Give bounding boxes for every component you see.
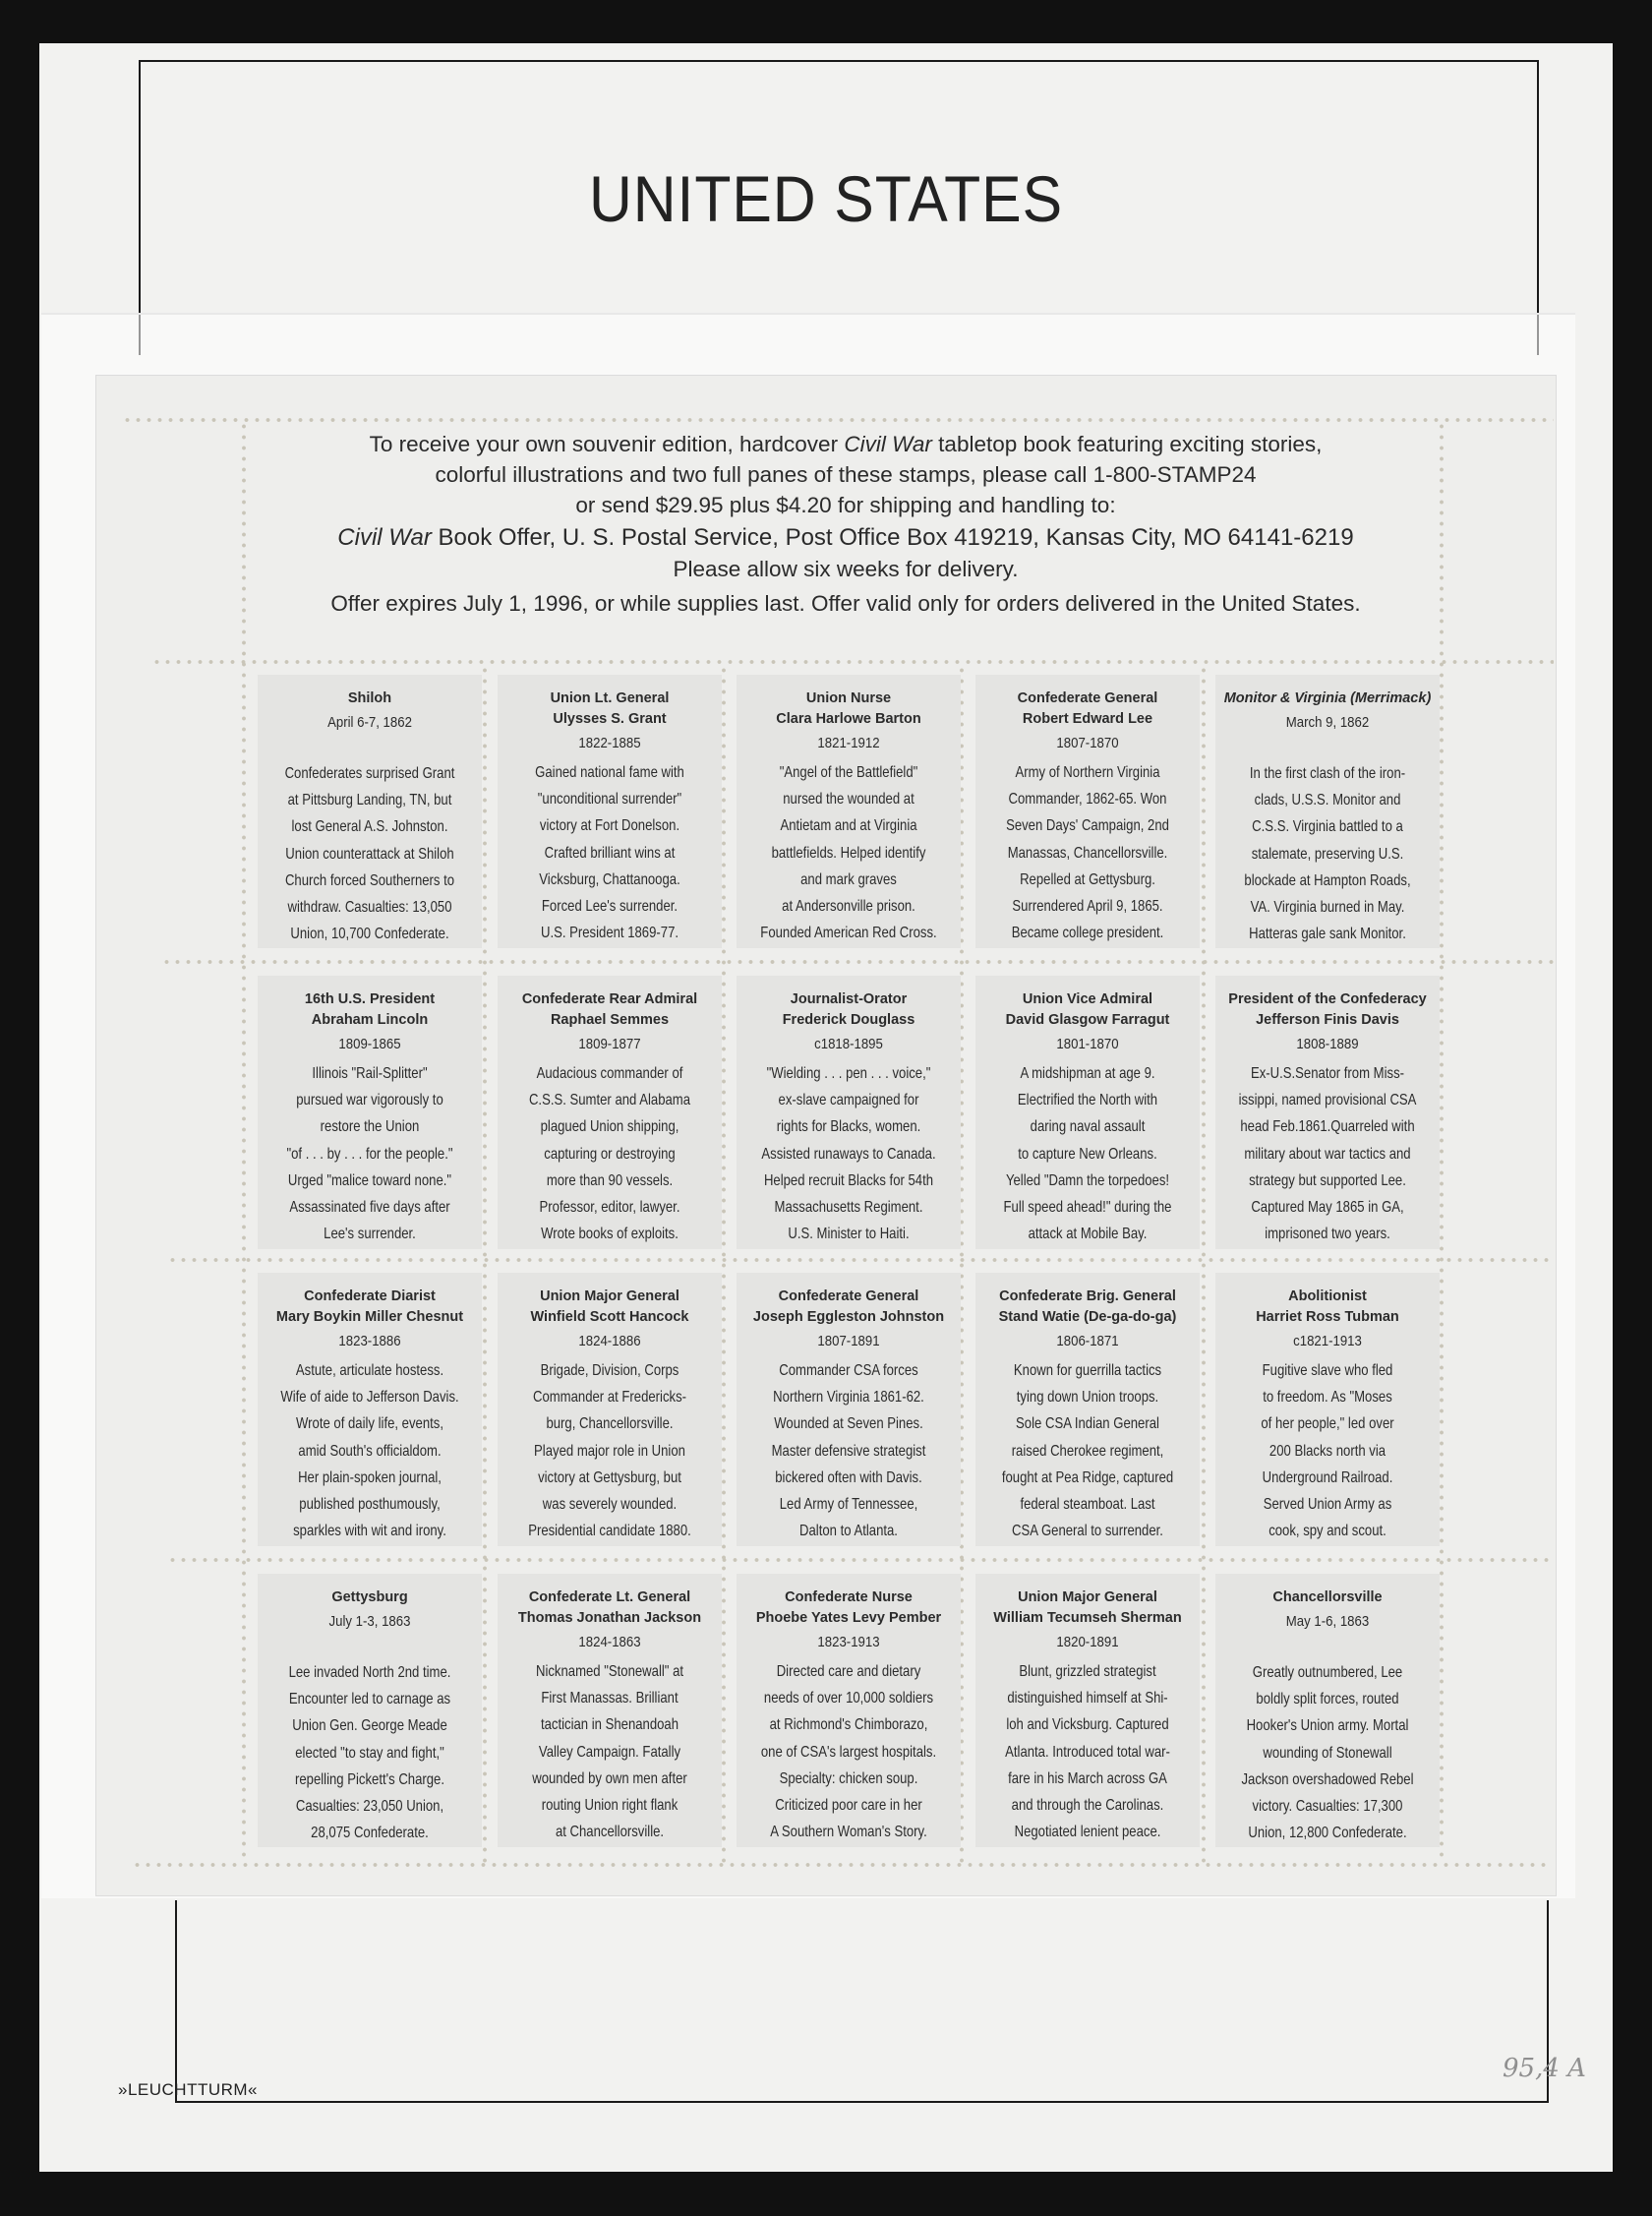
stamp-description-line: Founded American Red Cross.	[760, 925, 937, 942]
stamp-description-line: fought at Pea Ridge, captured	[1001, 1468, 1174, 1486]
stamp-description-line: ex-slave campaigned for	[778, 1092, 919, 1109]
stamp	[1215, 1574, 1440, 1847]
stamp-date: 1809-1877	[578, 1036, 641, 1052]
stamp-title: Confederate Rear Admiral	[521, 991, 698, 1007]
stamp-description-line: Valley Campaign. Fatally	[538, 1743, 681, 1761]
stamp-description-line: imprisoned two years.	[1265, 1226, 1390, 1243]
stamp-description	[975, 759, 1200, 946]
stamp-description	[975, 1357, 1200, 1544]
stamp-date: c1821-1913	[1293, 1333, 1362, 1349]
stamp	[975, 976, 1200, 1249]
stamp-description-line: Wrote of daily life, events,	[296, 1415, 443, 1433]
brand-label: »LEUCHTTURM«	[118, 2080, 259, 2099]
stamp-description-line: Full speed ahead!" during the	[1003, 1199, 1172, 1217]
stamp-description-line: cook, spy and scout.	[1268, 1523, 1386, 1540]
offer-address-italic: Civil War	[337, 524, 432, 551]
stamp-title: Confederate General	[1017, 690, 1158, 706]
stamp-description-line: military about war tactics and	[1244, 1145, 1411, 1163]
stamp	[258, 1273, 482, 1546]
offer-line-3: or send $29.95 plus $4.20 for shipping and handling to:	[575, 493, 1116, 517]
perforation-row	[167, 1257, 1554, 1263]
stamp-date: 1823-1886	[338, 1333, 401, 1349]
stamp-description-line: at Pittsburg Landing, TN, but	[287, 792, 452, 809]
stamp-title: Union Nurse	[805, 690, 892, 706]
stamp-title: Union Vice Admiral	[1022, 991, 1153, 1007]
stamp-title: Confederate Brig. General	[999, 1288, 1176, 1304]
stamp-description	[498, 1060, 722, 1247]
stamp-description-line: Greatly outnumbered, Lee	[1252, 1664, 1403, 1681]
stamp-description-line: Lee invaded North 2nd time.	[288, 1664, 451, 1681]
stamp-description-line: Repelled at Gettysburg.	[1020, 870, 1155, 888]
stamp-date: July 1-3, 1863	[328, 1613, 411, 1630]
stamp-description-line: to capture New Orleans.	[1018, 1145, 1157, 1163]
stamp-description-line: at Richmond's Chimborazo,	[769, 1716, 928, 1734]
stamp-description-line: Crafted brilliant wins at	[544, 844, 676, 862]
stamp-description-line: raised Cherokee regiment,	[1011, 1442, 1164, 1460]
offer-address	[256, 522, 1436, 554]
stamp-subtitle: Raphael Semmes	[550, 1012, 670, 1028]
stamp-description-line: Wounded at Seven Pines.	[774, 1415, 923, 1433]
stamp-description-line: Became college president.	[1011, 925, 1164, 942]
stamp-description-line: Encounter led to carnage as	[288, 1691, 451, 1708]
stamp-description-line: A Southern Woman's Story.	[770, 1824, 927, 1841]
stamp	[975, 1574, 1200, 1847]
stamp-description-line: C.S.S. Sumter and Alabama	[528, 1092, 691, 1109]
perforation-row	[122, 417, 1554, 423]
stamp-description-line: and mark graves	[800, 870, 897, 888]
stamp-title: Chancellorsville	[1272, 1589, 1383, 1605]
stamp-description-line: Electrified the North with	[1017, 1092, 1158, 1109]
stamp-description-line: Captured May 1865 in GA,	[1251, 1199, 1404, 1217]
stamp	[1215, 1273, 1440, 1546]
stamp-description-line: boldly split forces, routed	[1256, 1691, 1399, 1708]
stamp-description-line: Brigade, Division, Corps	[540, 1362, 679, 1379]
stamp-description-line: blockade at Hampton Roads,	[1244, 871, 1411, 889]
stamp-description-line: Ex-U.S.Senator from Miss-	[1250, 1065, 1405, 1082]
stamp-description	[1215, 1357, 1440, 1544]
stamp-description-line: clads, U.S.S. Monitor and	[1254, 792, 1401, 809]
stamp-title: Confederate Lt. General	[528, 1589, 691, 1605]
stamp-description-line: Union counterattack at Shiloh	[285, 845, 454, 863]
stamp-description-line: Nicknamed "Stonewall" at	[535, 1663, 684, 1680]
stamp-description-line: wounding of Stonewall	[1263, 1744, 1392, 1762]
stamp-description-line: bickered often with Davis.	[775, 1468, 922, 1486]
stamp-description-line: Church forced Southerners to	[284, 871, 455, 889]
stamp-description-line: amid South's officialdom.	[298, 1442, 442, 1460]
stamp-description-line: Lee's surrender.	[324, 1226, 416, 1243]
stamp-description-line: CSA General to surrender.	[1012, 1523, 1163, 1540]
stamp	[975, 1273, 1200, 1546]
stamp-description-line: capturing or destroying	[544, 1145, 676, 1163]
stamp-subtitle: Mary Boykin Miller Chesnut	[275, 1309, 464, 1325]
stamp-title: President of the Confederacy	[1228, 991, 1427, 1007]
stamp-spacer	[258, 735, 482, 756]
stamp-description-line: Union Gen. George Meade	[292, 1717, 447, 1735]
stamp-description-line: Criticized poor care in her	[775, 1797, 922, 1815]
stamp-date: 1822-1885	[578, 735, 641, 751]
stamp-description-line: Assisted runaways to Canada.	[761, 1145, 936, 1163]
stamp-title: Union Major General	[540, 1288, 679, 1304]
stamp-description-line: C.S.S. Virginia battled to a	[1252, 818, 1403, 836]
stamp-description-line: Master defensive strategist	[771, 1442, 926, 1460]
stamp-title: Union Major General	[1018, 1589, 1157, 1605]
offer-line-1a: To receive your own souvenir edition, hardcover	[369, 432, 845, 456]
stamp-date: March 9, 1862	[1285, 714, 1370, 731]
stamp-date: 1823-1913	[817, 1634, 880, 1650]
stamp-spacer	[1215, 735, 1440, 756]
stamp-description	[737, 759, 961, 946]
stamp	[737, 675, 961, 948]
stamp-description-line: burg, Chancellorsville.	[546, 1415, 674, 1433]
stamp-description-line: Vicksburg, Chattanooga.	[539, 870, 680, 888]
stamp	[258, 976, 482, 1249]
stamp-description-line: Audacious commander of	[536, 1065, 683, 1082]
stamp-description-line: withdraw. Casualties: 13,050	[287, 899, 452, 917]
stamp-description-line: Fugitive slave who fled	[1262, 1362, 1393, 1379]
stamp-description-line: at Andersonville prison.	[782, 898, 915, 916]
stamp-description-line: stalemate, preserving U.S.	[1251, 845, 1404, 863]
stamp-subtitle: William Tecumseh Sherman	[993, 1610, 1182, 1626]
stamp-description-line: head Feb.1861.Quarreled with	[1240, 1118, 1415, 1136]
stamp-description-line: of her people," led over	[1261, 1415, 1394, 1433]
stamp-description-line: wounded by own men after	[532, 1769, 687, 1787]
stamp-description-line: Gained national fame with	[535, 764, 684, 781]
stamp-date: c1818-1895	[814, 1036, 883, 1052]
stamp-description	[737, 1658, 961, 1845]
stamp-description-line: battlefields. Helped identify	[771, 844, 926, 862]
offer-line-1	[256, 429, 1436, 459]
stamp-description-line: was severely wounded.	[542, 1496, 678, 1514]
stamp-subtitle: Thomas Jonathan Jackson	[517, 1610, 702, 1626]
stamp	[737, 1574, 961, 1847]
stamp-description-line: victory at Gettysburg, but	[538, 1468, 681, 1486]
stamp-date: 1820-1891	[1056, 1634, 1119, 1650]
stamp-description-line: fare in his March across GA	[1008, 1769, 1167, 1787]
stamp-description-line: loh and Vicksburg. Captured	[1006, 1716, 1169, 1734]
stamp-description-line: Hatteras gale sank Monitor.	[1249, 926, 1406, 943]
stamp-title: Union Lt. General	[550, 690, 670, 706]
stamp-description-line: attack at Mobile Bay.	[1028, 1226, 1148, 1243]
stamp-subtitle: Winfield Scott Hancock	[530, 1309, 689, 1325]
stamp-description-line: Forced Lee's surrender.	[541, 898, 678, 916]
stamp-subtitle: Jefferson Finis Davis	[1256, 1012, 1399, 1028]
stamp-description-line: Commander at Fredericks-	[532, 1389, 687, 1407]
stamp-description-line: victory. Casualties: 17,300	[1252, 1798, 1403, 1816]
stamp-description-line: plagued Union shipping,	[540, 1118, 679, 1136]
stamp-description-line: Atlanta. Introduced total war-	[1005, 1743, 1170, 1761]
stamp-title: Abolitionist	[1288, 1288, 1367, 1304]
frame-bottom-line	[175, 2101, 1549, 2103]
stamp-description-line: First Manassas. Brilliant	[541, 1690, 678, 1707]
stamp-date: 1801-1870	[1056, 1036, 1119, 1052]
stamp-date: 1809-1865	[338, 1036, 401, 1052]
stamp	[258, 675, 482, 948]
stamp-description-line: 200 Blacks north via	[1268, 1442, 1386, 1460]
stamp-description-line: Manassas, Chancellorsville.	[1007, 844, 1168, 862]
stamp-description-line: to freedom. As "Moses	[1263, 1389, 1392, 1407]
page-number: 95,4 A	[1503, 2054, 1586, 2083]
stamp-description	[737, 1357, 961, 1544]
stamp-description-line: "of . . . by . . . for the people."	[286, 1145, 453, 1163]
stamp-description	[258, 1659, 482, 1846]
stamp	[737, 976, 961, 1249]
stamp-description-line: Known for guerrilla tactics	[1013, 1362, 1162, 1379]
stamp-description-line: Seven Days' Campaign, 2nd	[1006, 817, 1169, 835]
stamp	[498, 1574, 722, 1847]
stamp	[737, 1273, 961, 1546]
stamp-subtitle: Ulysses S. Grant	[553, 711, 667, 727]
stamp-description-line: Negotiated lenient peace.	[1014, 1824, 1161, 1841]
perforation-column	[1201, 665, 1207, 1863]
stamp-date: 1807-1870	[1056, 735, 1119, 751]
stamp-description-line: elected "to stay and fight,"	[295, 1744, 444, 1762]
stamp-description-line: U.S. Minister to Haiti.	[788, 1226, 910, 1243]
stamp-description-line: more than 90 vessels.	[546, 1171, 674, 1189]
stamp-subtitle: Stand Watie (De-ga-do-ga)	[998, 1309, 1177, 1325]
stamp-description	[498, 759, 722, 946]
stamp	[498, 675, 722, 948]
stamp-description	[1215, 1659, 1440, 1846]
stamp-description-line: repelling Pickett's Charge.	[294, 1770, 445, 1788]
stamp-date: 1808-1889	[1296, 1036, 1359, 1052]
stamp	[498, 976, 722, 1249]
stamp-description-line: Union, 10,700 Confederate.	[290, 926, 449, 943]
stamp-description-line: restore the Union	[320, 1118, 420, 1136]
stamp-date: 1821-1912	[817, 735, 880, 751]
stamp-title: Shiloh	[347, 690, 392, 706]
offer-line-6: Offer expires July 1, 1996, or while supplies last. Offer valid only for orders delivered in the United States.	[330, 591, 1361, 616]
perforation-column	[241, 421, 247, 1863]
stamp-description-line: Astute, articulate hostess.	[295, 1362, 444, 1379]
stamp-description-line: tying down Union troops.	[1016, 1389, 1159, 1407]
stamp-description-line: "unconditional surrender"	[537, 791, 682, 809]
stamp-description-line: at Chancellorsville.	[555, 1824, 665, 1841]
stamp-description-line: routing Union right flank	[541, 1797, 678, 1815]
stamp-description	[975, 1658, 1200, 1845]
stamp-description-line: sparkles with wit and irony.	[293, 1523, 446, 1540]
stamp-description	[258, 1357, 482, 1544]
stamp-description-line: Sole CSA Indian General	[1016, 1415, 1159, 1433]
stamp-subtitle: Clara Harlowe Barton	[776, 711, 921, 727]
stamp-description-line: A midshipman at age 9.	[1020, 1065, 1155, 1082]
stamp-description-line: Hooker's Union army. Mortal	[1246, 1717, 1409, 1735]
stamp-description-line: Presidential candidate 1880.	[528, 1523, 691, 1540]
stamp-description-line: Served Union Army as	[1263, 1496, 1392, 1514]
stamp-title: Confederate General	[778, 1288, 919, 1304]
stamp-description-line: 28,075 Confederate.	[311, 1825, 429, 1842]
stamp-description	[498, 1357, 722, 1544]
stamp-description-line: published posthumously,	[299, 1496, 441, 1514]
stamp-description-line: Yelled "Damn the torpedoes!	[1005, 1171, 1170, 1189]
stamp-description-line: Antietam and at Virginia	[780, 817, 917, 835]
stamp-description-line: needs of over 10,000 soldiers	[763, 1690, 934, 1707]
stamp-title: Gettysburg	[331, 1589, 408, 1605]
stamp-description	[258, 1060, 482, 1247]
stamp-description-line: Assassinated five days after	[289, 1199, 450, 1217]
stamp-date: 1807-1891	[817, 1333, 880, 1349]
stamp-description-line: U.S. President 1869-77.	[540, 925, 679, 942]
stamp-description-line: Surrendered April 9, 1865.	[1012, 898, 1163, 916]
stamp-title: Confederate Nurse	[785, 1589, 913, 1605]
perforation-column	[482, 665, 488, 1863]
stamp	[1215, 675, 1440, 948]
stamp-date: 1824-1863	[578, 1634, 641, 1650]
stamp-description	[1215, 760, 1440, 947]
stamp-subtitle: Robert Edward Lee	[1022, 711, 1153, 727]
stamp-title: Confederate Diarist	[304, 1288, 436, 1304]
perforation-row	[161, 959, 1554, 965]
stamp-description-line: Specialty: chicken soup.	[779, 1769, 918, 1787]
perforation-row	[132, 1862, 1548, 1868]
stamp-description	[1215, 1060, 1440, 1247]
stamp-description-line: "Wielding . . . pen . . . voice,"	[766, 1065, 931, 1082]
stamp-description-line: VA. Virginia burned in May.	[1250, 899, 1405, 917]
stamp-subtitle: Harriet Ross Tubman	[1256, 1309, 1399, 1325]
stamp-date: May 1-6, 1863	[1285, 1613, 1370, 1630]
stamp-description-line: Dalton to Atlanta.	[799, 1523, 898, 1540]
stamp	[1215, 976, 1440, 1249]
stamp-description-line: strategy but supported Lee.	[1249, 1171, 1406, 1189]
stamp-description	[737, 1060, 961, 1247]
stamp-date: 1806-1871	[1056, 1333, 1119, 1349]
page-title: UNITED STATES	[588, 162, 1063, 235]
stamp-description-line: victory at Fort Donelson.	[539, 817, 680, 835]
stamp-title: Journalist-Orator	[790, 991, 908, 1007]
stamp-spacer	[258, 1634, 482, 1655]
stamp-subtitle: Frederick Douglass	[782, 1012, 915, 1028]
stamp-description	[258, 760, 482, 947]
stamp	[258, 1574, 482, 1847]
stamp-spacer	[1215, 1634, 1440, 1655]
stamp-date: April 6-7, 1862	[327, 714, 412, 731]
perforation-row	[151, 659, 1554, 665]
frame-top-line	[139, 60, 1539, 62]
stamp-description-line: Professor, editor, lawyer.	[539, 1199, 680, 1217]
stamp-description-line: issippi, named provisional CSA	[1238, 1092, 1417, 1109]
stamp-description-line: Illinois "Rail-Splitter"	[312, 1065, 428, 1082]
stamp-subtitle: Abraham Lincoln	[311, 1012, 429, 1028]
stamp-description-line: Led Army of Tennessee,	[779, 1496, 918, 1514]
stamp-description-line: Confederates surprised Grant	[284, 765, 455, 782]
stamp-description-line: In the first clash of the iron-	[1249, 765, 1406, 782]
offer-address-text: Book Offer, U. S. Postal Service, Post Office Box 419219, Kansas City, MO 64141-6219	[431, 524, 1354, 551]
stamp-description-line: rights for Blacks, women.	[776, 1118, 921, 1136]
perforation-row	[167, 1557, 1554, 1563]
stamp-description-line: Casualties: 23,050 Union,	[295, 1798, 444, 1816]
stamp-description	[498, 1658, 722, 1845]
stamp-title: Monitor & Virginia (Merrimack)	[1223, 690, 1432, 706]
stamp-description-line: Urged "malice toward none."	[287, 1171, 452, 1189]
stamp-description-line: lost General A.S. Johnston.	[291, 818, 448, 836]
stamp-description-line: Wrote books of exploits.	[541, 1226, 678, 1243]
frame-bottom-left-line	[175, 1900, 177, 2103]
stamp-description-line: Underground Railroad.	[1262, 1468, 1393, 1486]
stamp	[975, 675, 1200, 948]
offer-line-1c: tabletop book featuring exciting stories,	[931, 432, 1323, 456]
stamp-description-line: Northern Virginia 1861-62.	[773, 1389, 924, 1407]
stamp-description-line: "Angel of the Battlefield"	[779, 764, 918, 781]
stamp-description-line: Wife of aide to Jefferson Davis.	[280, 1389, 459, 1407]
stamp-description-line: Union, 12,800 Confederate.	[1248, 1825, 1407, 1842]
stamp-subtitle: Joseph Eggleston Johnston	[752, 1309, 945, 1325]
stamp-description-line: and through the Carolinas.	[1011, 1797, 1164, 1815]
stamp-description-line: Commander CSA forces	[779, 1362, 918, 1379]
stamp-description-line: Commander, 1862-65. Won	[1008, 791, 1167, 809]
offer-text-block	[256, 429, 1436, 643]
stamp-description-line: one of CSA's largest hospitals.	[760, 1743, 937, 1761]
stamp-subtitle: David Glasgow Farragut	[1005, 1012, 1170, 1028]
stamp-description-line: Blunt, grizzled strategist	[1019, 1663, 1156, 1680]
offer-line-5: Please allow six weeks for delivery.	[673, 557, 1019, 581]
stamp-description-line: pursued war vigorously to	[296, 1092, 443, 1109]
stamp-description-line: Directed care and dietary	[776, 1663, 921, 1680]
stamp-description	[975, 1060, 1200, 1247]
stamp-subtitle: Phoebe Yates Levy Pember	[755, 1610, 942, 1626]
stamp-description-line: Jackson overshadowed Rebel	[1241, 1770, 1414, 1788]
stamp-description-line: Army of Northern Virginia	[1015, 764, 1160, 781]
offer-line-2: colorful illustrations and two full panes of these stamps, please call 1-800-STAMP24	[435, 462, 1257, 487]
stamp-description-line: tactician in Shenandoah	[540, 1716, 679, 1734]
stamp-description-line: Massachusetts Regiment.	[774, 1199, 923, 1217]
stamp-description-line: Helped recruit Blacks for 54th	[763, 1171, 934, 1189]
stamp-date: 1824-1886	[578, 1333, 641, 1349]
stamp-description-line: distinguished himself at Shi-	[1007, 1690, 1168, 1707]
stamp-description-line: federal steamboat. Last	[1020, 1496, 1155, 1514]
stamp-title: 16th U.S. President	[304, 991, 436, 1007]
stamp-description-line: Her plain-spoken journal,	[298, 1468, 442, 1486]
stamp-description-line: daring naval assault	[1030, 1118, 1146, 1136]
stamp-description-line: nursed the wounded at	[783, 791, 914, 809]
stamp	[498, 1273, 722, 1546]
stamp-description-line: Played major role in Union	[534, 1442, 685, 1460]
offer-line-1b: Civil War	[844, 432, 932, 456]
